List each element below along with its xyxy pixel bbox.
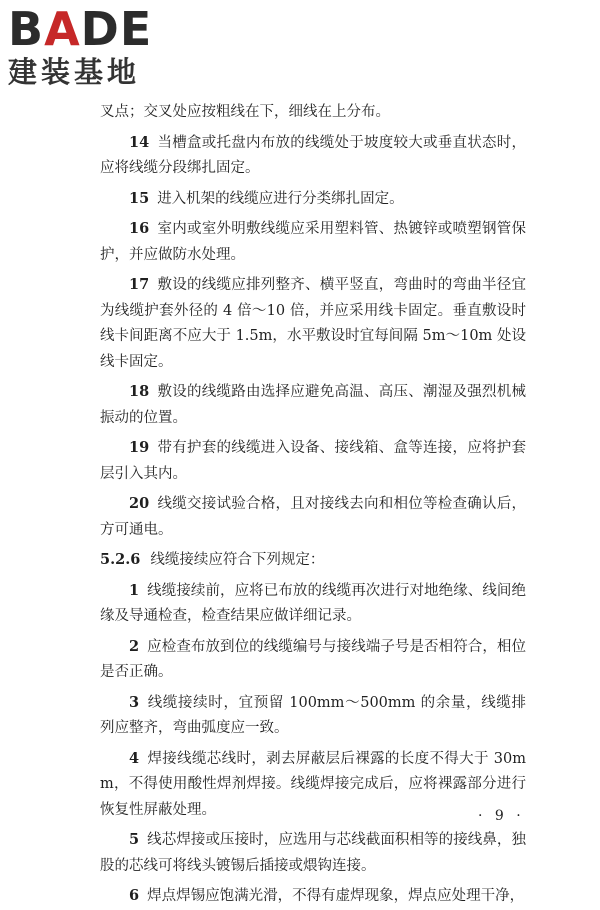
page-number: · 9 · xyxy=(478,808,525,824)
clause-14 xyxy=(100,130,526,182)
item-4 xyxy=(100,746,526,824)
item-text: 焊接线缆芯线时，剥去屏蔽层后裸露的长度不得大于 30mm，不得使用酸性焊剂焊接。线缆焊接完成后，应将裸露部分进行恢复性屏蔽处理。 xyxy=(100,750,526,818)
paragraph-text: 叉点；交叉处应按粗线在下，细线在上分布。 xyxy=(100,104,390,120)
clause-text: 敷设的线缆应排列整齐、横平竖直，弯曲时的弯曲半径宜为线缆护套外径的 4 倍～10 倍，并应采用线卡固定。垂直敷设时线卡间距离不应大于 1.5m，水平敷设时宜每间隔 5m～10m 处设线卡固定。 xyxy=(100,277,526,370)
clause-text: 当槽盒或托盘内布放的线缆处于坡度较大或垂直状态时，应将线缆分段绑扎固定。 xyxy=(100,134,526,176)
item-2 xyxy=(100,634,526,686)
clause-number: 18 xyxy=(129,383,150,400)
logo-letter-a: A xyxy=(44,2,81,56)
clause-19 xyxy=(100,435,526,487)
item-number: 4 xyxy=(129,749,140,767)
item-text: 线缆接续前，应将已布放的线缆再次进行对地绝缘、线间绝缘及导通检查，检查结果应做详细记录。 xyxy=(100,582,526,624)
clause-number: 15 xyxy=(129,189,150,207)
clause-text: 进入机架的线缆应进行分类绑扎固定。 xyxy=(157,190,404,207)
item-number: 3 xyxy=(129,693,140,711)
document-body xyxy=(100,100,526,910)
clause-15 xyxy=(100,186,526,213)
clause-16 xyxy=(100,216,526,268)
clause-number: 20 xyxy=(129,495,150,512)
clause-number: 16 xyxy=(129,220,150,237)
item-number: 6 xyxy=(129,887,140,904)
item-1 xyxy=(100,578,526,630)
clause-text: 线缆交接试验合格，且对接线去向和相位等检查确认后，方可通电。 xyxy=(100,496,526,538)
clause-20 xyxy=(100,491,526,543)
logo-wordmark xyxy=(8,4,183,54)
item-number: 1 xyxy=(129,581,140,599)
item-text: 线芯焊接或压接时，应选用与芯线截面积相等的接线鼻，独股的芯线可将线头镀锡后插接或煨钩连接。 xyxy=(100,832,526,874)
section-heading xyxy=(100,547,526,574)
clause-text: 带有护套的线缆进入设备、接线箱、盒等连接，应将护套层引入其内。 xyxy=(100,440,526,482)
section-number: 5.2.6 xyxy=(100,551,141,568)
item-number: 5 xyxy=(129,831,140,848)
clause-17 xyxy=(100,272,526,375)
logo-subtitle: 建装基地 xyxy=(8,55,141,89)
clause-text: 敷设的线缆路由选择应避免高温、高压、潮湿及强烈机械振动的位置。 xyxy=(100,384,526,426)
item-5 xyxy=(100,827,526,879)
bade-logo xyxy=(8,4,183,96)
item-text: 应检查布放到位的线缆编号与接线端子号是否相符合，相位是否正确。 xyxy=(100,638,526,680)
clause-number: 19 xyxy=(129,439,150,456)
item-number: 2 xyxy=(129,637,140,655)
section-title: 线缆接续应符合下列规定： xyxy=(150,552,325,568)
clause-18 xyxy=(100,379,526,431)
item-3 xyxy=(100,690,526,742)
clause-text: 室内或室外明敷线缆应采用塑料管、热镀锌或喷塑钢管保护，并应做防水处理。 xyxy=(100,221,526,263)
item-text: 焊点焊锡应饱满光滑，不得有虚焊现象，焊点应处理干净， xyxy=(147,888,525,904)
item-text: 线缆接续时，宜预留 100mm～500mm 的余量，线缆排列应整齐，弯曲弧度应一致。 xyxy=(100,694,526,736)
clause-number: 17 xyxy=(129,276,150,293)
logo-letters-de: DE xyxy=(80,2,153,56)
clause-number: 14 xyxy=(129,133,150,151)
continued-paragraph xyxy=(100,100,526,126)
item-6 xyxy=(100,883,526,910)
logo-letter-b: B xyxy=(8,2,45,56)
